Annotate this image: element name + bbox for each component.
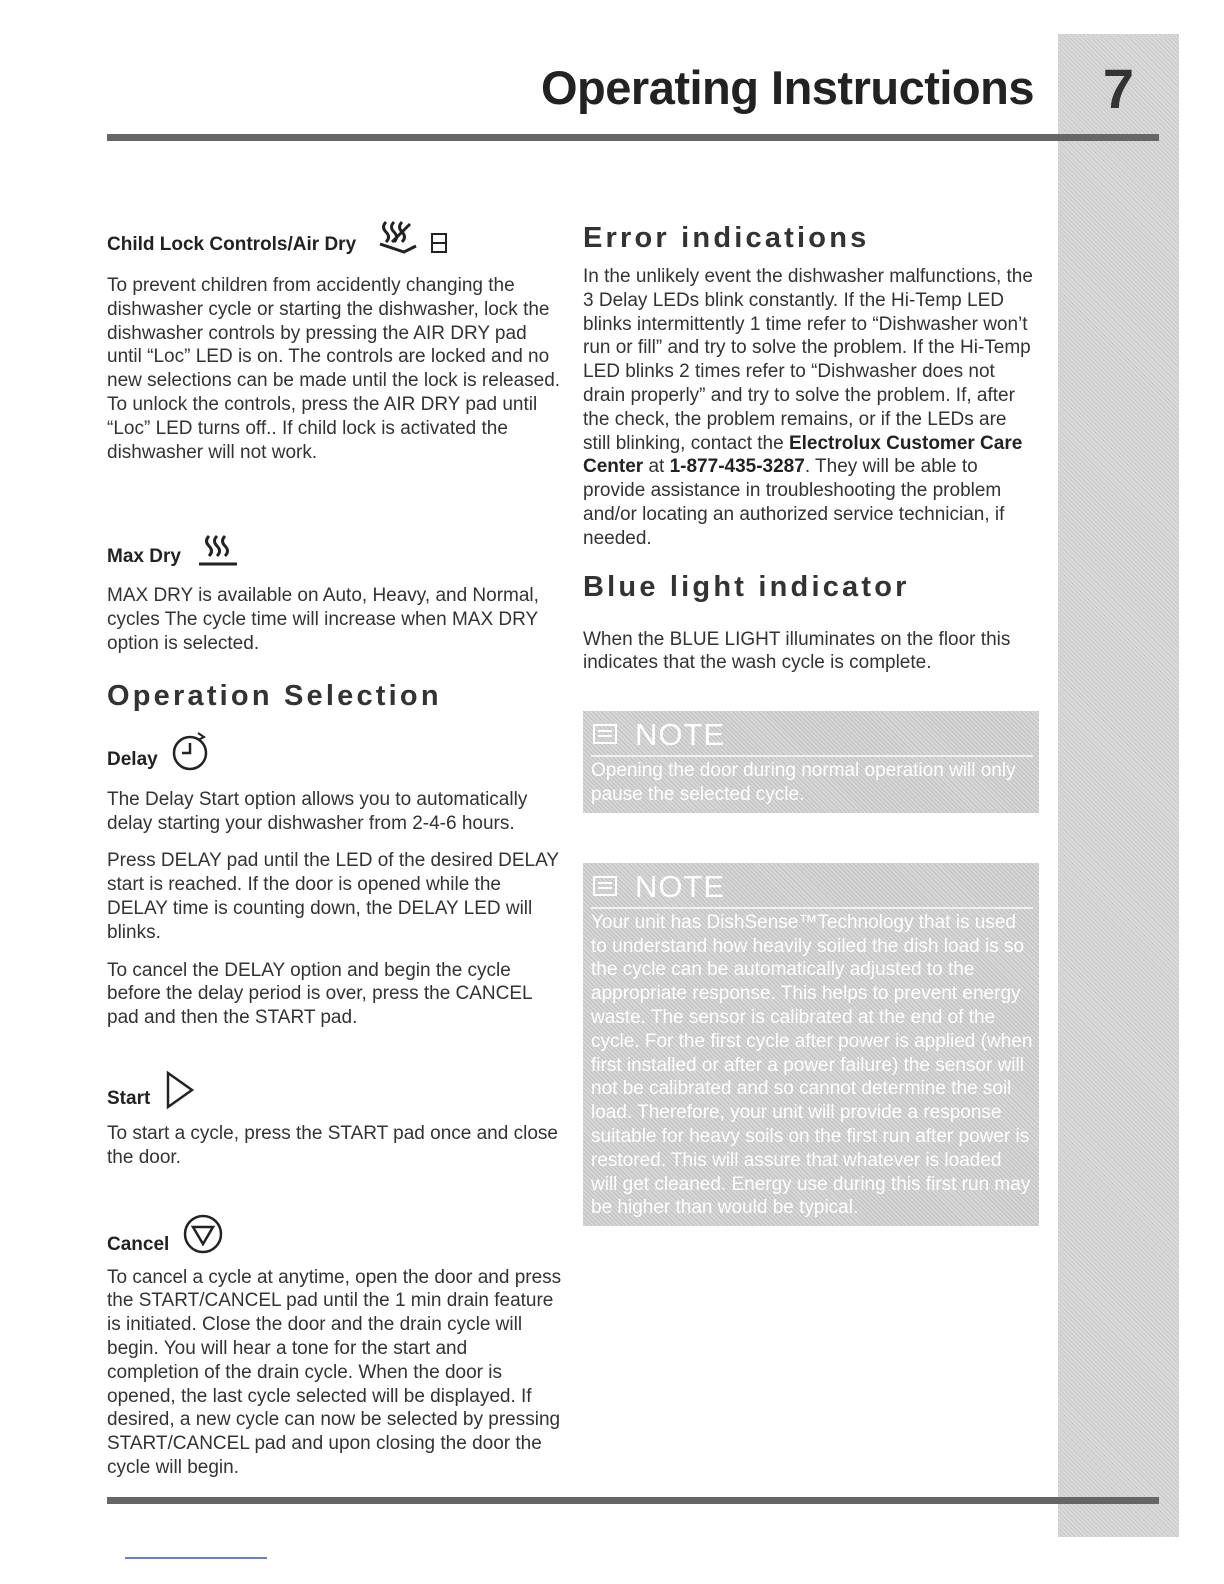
cancel-icon [181, 1212, 225, 1256]
delay-heading: Delay [107, 731, 562, 771]
blue-light-heading: Blue light indicator [583, 570, 910, 603]
note-2-text: Your unit has DishSense™Technology that is used to understand how heavily soiled the dish load is so the cycle can be automatically adjusted to the appropriate response. This helps to prevent energy waste. The sensor is calibrated at the end of the cycle. For the first cycle after power is applied (when first installed or after a power failure) the sensor will not be calibrated and so cannot determine the soil load. Therefore, your unit will provide a response suitable for heavy soils on the first run after power is restored. This will assure that whatever is loaded will get cleaned. Energy use during this first run may be higher than would be typical. [591, 911, 1033, 1219]
operation-selection-heading: Operation Selection [107, 679, 442, 712]
page-title: Operating Instructions [541, 61, 1034, 114]
start-play-icon [162, 1070, 200, 1110]
cancel-heading: Cancel [107, 1212, 562, 1256]
note-box-2 [583, 863, 1039, 1228]
note-box-1 [583, 711, 1039, 815]
footer-line [125, 1557, 267, 1559]
note-2-header: NOTE [591, 869, 1033, 909]
side-tab [1058, 34, 1179, 1537]
delay-text-3: To cancel the DELAY option and begin the cycle before the delay period is over, press the CANCEL pad and then the START pad. [107, 959, 532, 1029]
delay-text-1: The Delay Start option allows you to automatically delay starting your dishwasher from 2-4-6 hours. [107, 788, 528, 834]
start-heading: Start [107, 1070, 562, 1110]
note-icon [591, 874, 621, 900]
note-1-header: NOTE [591, 717, 1033, 757]
care-center-name: Electrolux Customer Care Center [583, 432, 1023, 478]
child-lock-text: To prevent children from accidently changing the dishwasher cycle or starting the dishwasher, lock the dishwasher controls by pressing the AIR DRY pad until “Loc” LED is on. The controls are locked and no new selections can be made until the lock is released. To unlock the controls, press the AIR DRY pad until “Loc” LED turns off.. If child lock is activated the dishwasher will not work. [107, 275, 561, 463]
max-dry-text: MAX DRY is available on Auto, Heavy, and Normal, cycles The cycle time will increase when MAX DRY option is selected. [107, 585, 539, 654]
cancel-text: To cancel a cycle at anytime, open the door and press the START/CANCEL pad until the 1 min drain feature is initiated. Close the door and the drain cycle will begin. You will hear a tone for the start and completion of the drain cycle. When the door is opened, the last cycle selected will be displayed. If desired, a new cycle can now be selected by pressing START/CANCEL pad and upon closing the door the cycle will begin. [107, 1266, 562, 1478]
error-indications-heading: Error indications [583, 222, 870, 254]
start-text: To start a cycle, press the START pad once and close the door. [107, 1122, 558, 1168]
top-divider [107, 134, 1159, 141]
error-text: In the unlikely event the dishwasher malfunctions, the 3 Delay LEDs blink constantly. If the Hi-Temp LED blinks intermittently 1 time refer to “Dishwasher won’t run or fill” and try to solve the problem. If the Hi-Temp LED blinks 2 times refer to “Dishwasher does not drain properly” and try to solve the problem. If, after the check, the problem remains, or if the LEDs are still blinking, contact the Electrolux Customer Care Center at 1-877-435-3287. They will be able to provide assistance in troubleshooting the problem and/or locating an authorized service technician, if needed. [583, 266, 1033, 549]
max-dry-icon [193, 532, 243, 568]
note-1-text: Opening the door during normal operation will only pause the selected cycle. [591, 760, 1016, 805]
note-icon [591, 722, 621, 748]
page-number: 7 [1102, 57, 1135, 120]
delay-text-2: Press DELAY pad until the LED of the desired DELAY start is reached. If the door is opened while the DELAY time is counting down, the DELAY LED will blinks. [107, 850, 559, 943]
right-column [583, 222, 1039, 1228]
max-dry-heading: Max Dry [107, 532, 562, 568]
bottom-divider [107, 1497, 1159, 1504]
left-column [107, 218, 562, 1480]
air-dry-lock-icon [368, 218, 460, 256]
child-lock-heading: Child Lock Controls/Air Dry [107, 218, 562, 256]
blue-light-text: When the BLUE LIGHT illuminates on the floor this indicates that the wash cycle is complete. [583, 628, 1011, 674]
care-center-phone: 1-877-435-3287 [669, 456, 805, 478]
delay-clock-icon [170, 731, 212, 771]
